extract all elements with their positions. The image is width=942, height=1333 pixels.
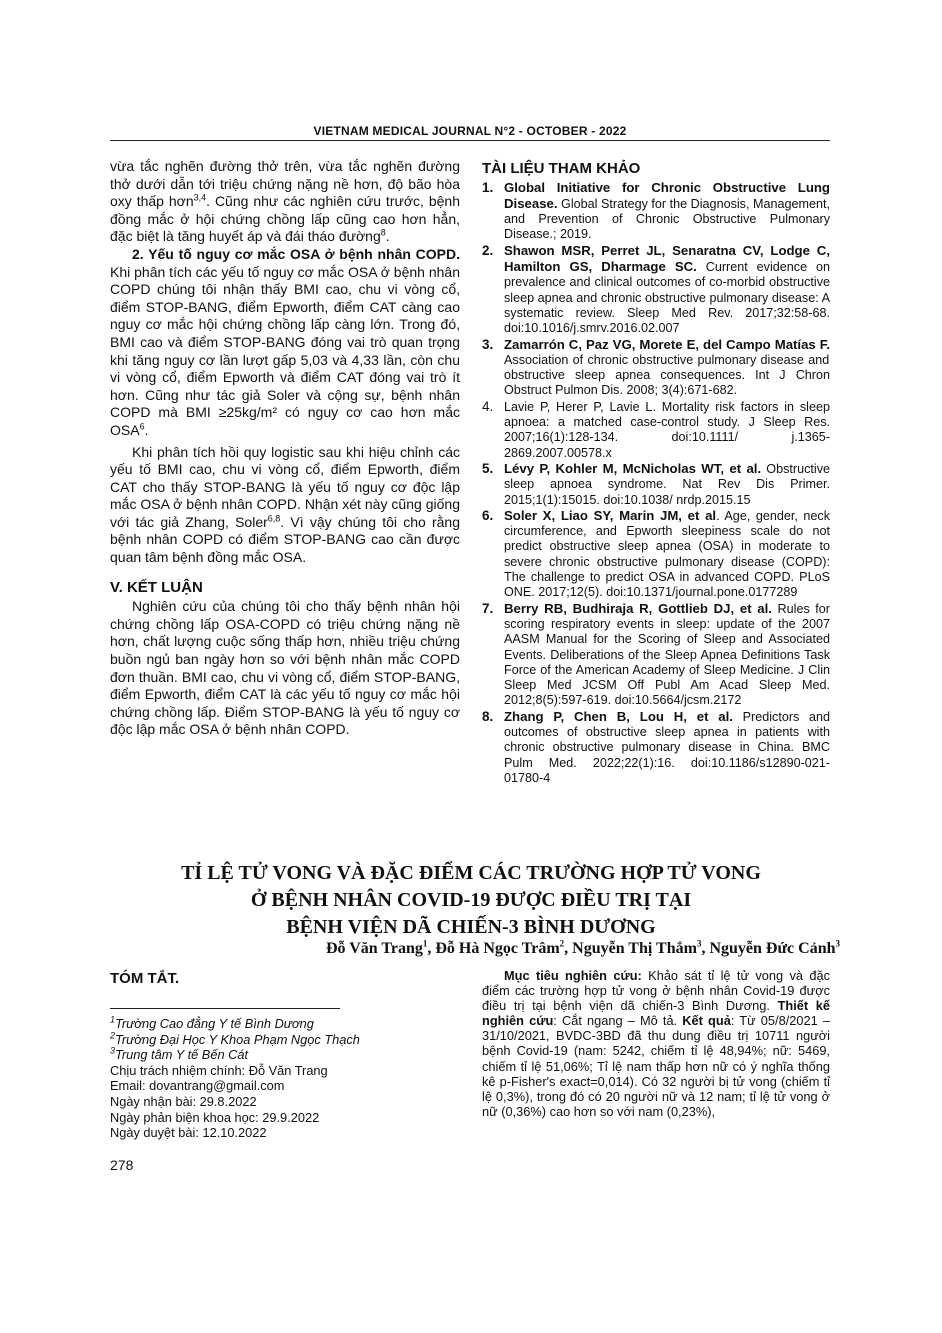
reference-item: 2. Shawon MSR, Perret JL, Senaratna CV, Lodge C, Hamilton GS, Dharmage SC. Current evidence on prevalence and clinical outcomes of co-morbid obstructive sleep apnea and chronic obstructive pulmonary disease: A systematic review. Sleep Med Rev. 2017;32:58-68. doi:10.1016/j.smrv.2016.02.007 bbox=[482, 242, 830, 336]
reference-item: 8. Zhang P, Chen B, Lou H, et al. Predictors and outcomes of obstructive sleep apnea in patients with chronic obstructive pulmonary disease in China. BMC Pulm Med. 2022;22(1):16. doi:10.1186/s12890-021-01780-4 bbox=[482, 708, 830, 785]
article-title: TỈ LỆ TỬ VONG VÀ ĐẶC ĐIỂM CÁC TRƯỜNG HỢP TỬ VONG Ở BỆNH NHÂN COVID-19 ĐƯỢC ĐIỀU TRỊ TẠI BỆNH VIỆN DÃ CHIẾN-3 BÌNH DƯƠNG bbox=[181, 862, 761, 938]
abstract-text: Mục tiêu nghiên cứu: Khảo sát tỉ lệ tử vong và đặc điểm các trường hợp tử vong ở bệnh nhân Covid-19 được điều trị tại bệnh viện dã chiến-3 Bình Dương. Thiết kế nghiên cứu: Cắt ngang – Mô tả. Kết quả: Từ 05/8/2021 – 31/10/2021, BVDC-3BD đã thu dung điều trị 10711 người bệnh Covid-19 (nam: 5242, chiếm tỉ lệ 48,94%; nữ: 5469, chiếm tỉ lệ 51,06%; Tỉ lệ nam thấp hơn nữ có ý nghĩa thống kê p-Fisher's exact=0,014). Có 32 người bị tử vong (chiếm tỉ lệ 0,3%), trong đó có 20 người nữ và 12 nam; tỉ lệ tử vong ở nữ (0,36%) cao hơn so với nam (0,23%), bbox=[482, 968, 830, 1119]
reference-item: 4. Lavie P, Herer P, Lavie L. Mortality risk factors in sleep apnoea: a matched case-control study. J Sleep Res. 2007;16(1):128-134. doi:10.1111/ j.1365-2869.2007.00578.x bbox=[482, 398, 830, 460]
affiliation-rule bbox=[110, 1008, 340, 1009]
reference-item: 3. Zamarrón C, Paz VG, Morete E, del Campo Matías F. Association of chronic obstructive pulmonary disease and obstructive sleep apnea consequences. Int J Chron Obstruct Pulmon Dis. 2008; 3(4):671-682. bbox=[482, 336, 830, 398]
paragraph-conclusion: Nghiên cứu của chúng tôi cho thấy bệnh nhân hội chứng chồng lấp OSA-COPD có triệu chứng nặng nề hơn, chất lượng cuộc sống thấp hơn, nhiều triệu chứng buồn ngủ ban ngày hơn so với bệnh nhân mắc COPD đơn thuần. BMI cao, chu vi vòng cổ, điểm STOP-BANG, điểm Epworth, điểm CAT là các yếu tố nguy cơ mắc hội chứng chồng lấp. Điểm STOP-BANG là yếu tố nguy cơ độc lập mắc OSA ở bệnh nhân COPD. bbox=[110, 598, 460, 738]
references-column bbox=[482, 160, 830, 786]
article-authors: Đỗ Văn Trang$^1$, Đỗ Hà Ngọc Trâm$^2$, Nguyễn Thị Thắm$^3$, Nguyễn Đức Cảnh$^3$ bbox=[325, 938, 840, 957]
reference-item: 5. Lévy P, Kohler M, McNicholas WT, et al. Obstructive sleep apnoea syndrome. Nat Rev Dis Primer. 2015;1(1):15015. doi:10.1038/ nrdp.2015.15 bbox=[482, 460, 830, 507]
contact-author: Chịu trách nhiệm chính: Đỗ Văn Trang bbox=[110, 1062, 328, 1078]
references-list bbox=[482, 180, 830, 787]
page-number: 278 bbox=[110, 1157, 134, 1173]
left-column bbox=[110, 158, 460, 739]
journal-header: VIETNAM MEDICAL JOURNAL N°2 - OCTOBER - 2022 bbox=[313, 124, 627, 138]
paragraph-2: 2. Yếu tố nguy cơ mắc OSA ở bệnh nhân COPD. Khi phân tích các yếu tố nguy cơ mắc OSA ở bệnh nhân COPD chúng tôi nhận thấy BMI cao, chu vi vòng cổ, điểm STOP-BANG, điểm Epworth, điểm CAT càng cao nguy cơ mắc hội chứng chồng lấp càng lớn. Trong đó, BMI cao và điểm STOP-BANG đóng vai trò quan trọng khi tăng nguy cơ lần lượt gấp 5,03 và 4,33 lần, còn chu vi vòng cổ, điểm Epworth và điểm CAT đóng vai trò ít hơn. Cũng như tác giả Soler và cộng sự, bệnh nhân COPD mà BMI ≥25kg/m² có nguy cơ cao hơn mắc OSA$^6$. bbox=[110, 245, 460, 438]
date-received: Ngày nhận bài: 29.8.2022 bbox=[110, 1093, 257, 1109]
section-heading-conclusion: V. KẾT LUẬN bbox=[110, 578, 203, 596]
contact-email: Email: dovantrang@gmail.com bbox=[110, 1078, 285, 1094]
reference-item: 6. Soler X, Liao SY, Marin JM, et al. Age, gender, neck circumference, and Epworth sleepiness scale do not predict obstructive sleep apnea (OSA) in moderate to severe chronic obstructive pulmonary disease (COPD): The challenge to predict OSA in advanced COPD. PLoS ONE. 2017;12(5). doi:10.1371/journal.pone.0177289 bbox=[482, 507, 830, 600]
paragraph-3: Khi phân tích hồi quy logistic sau khi hiệu chỉnh các yếu tố BMI cao, chu vi vòng cổ, điểm Epworth, điểm CAT cho thấy STOP-BANG là yếu tố nguy cơ độc lập mắc OSA ở bệnh nhân COPD. Nhận xét này cũng giống với tác giả Zhang, Soler$^{6,8}$. Vì vậy chúng tôi cho rằng bệnh nhân COPD có điểm STOP-BANG cao cần được quan tâm bệnh đồng mắc OSA. bbox=[110, 443, 461, 566]
affiliations: $^1$Trường Cao đẳng Y tế Bình Dương $^2$Trường Đại Học Y Khoa Phạm Ngọc Thạch $^3$Trung tâm Y tế Bến Cát Chịu trách nhiệm chính: Đỗ Văn Trang Email: dovantrang@gmail.com Ngày nhận bài: 29.8.2022 Ngày phản biện khoa học: 29.9.2022 Ngày duyệt bài: 12.10.2022 bbox=[110, 1016, 440, 1141]
reference-item: 1. Global Initiative for Chronic Obstructive Lung Disease. Global Strategy for the Diagnosis, Management, and Prevention of Chronic Obstructive Pulmonary Disease.; 2019. bbox=[482, 179, 830, 242]
date-reviewed: Ngày phản biện khoa học: 29.9.2022 bbox=[110, 1109, 320, 1125]
date-accepted: Ngày duyệt bài: 12.10.2022 bbox=[110, 1125, 267, 1141]
header-rule bbox=[110, 140, 830, 141]
abstract-heading: TÓM TẮT. bbox=[110, 970, 180, 987]
reference-item: 7. Berry RB, Budhiraja R, Gottlieb DJ, et al. Rules for scoring respiratory events in sleep: update of the 2007 AASM Manual for the Scoring of Sleep and Associated Events. Deliberations of the Sleep Apnea Definitions Task Force of the American Academy of Sleep Medicine. J Clin Sleep Med JCSM Off Publ Am Acad Sleep Med. 2012;8(5):597-619. doi:10.5664/jcsm.2172 bbox=[482, 600, 830, 708]
paragraph-1: vừa tắc nghẽn đường thở trên, vừa tắc nghẽn đường thở dưới dẫn tới triệu chứng nặng nề hơn, độ bão hòa oxy thấp hơn$^{3,4}$. Cũng như các nghiên cứu trước, bệnh đồng mắc ở hội chứng chồng lấp cũng cao hơn hẳn, đặc biệt là tăng huyết áp và đái tháo đường$^8$. bbox=[110, 158, 460, 245]
references-title: TÀI LIỆU THAM KHẢO bbox=[482, 160, 641, 177]
